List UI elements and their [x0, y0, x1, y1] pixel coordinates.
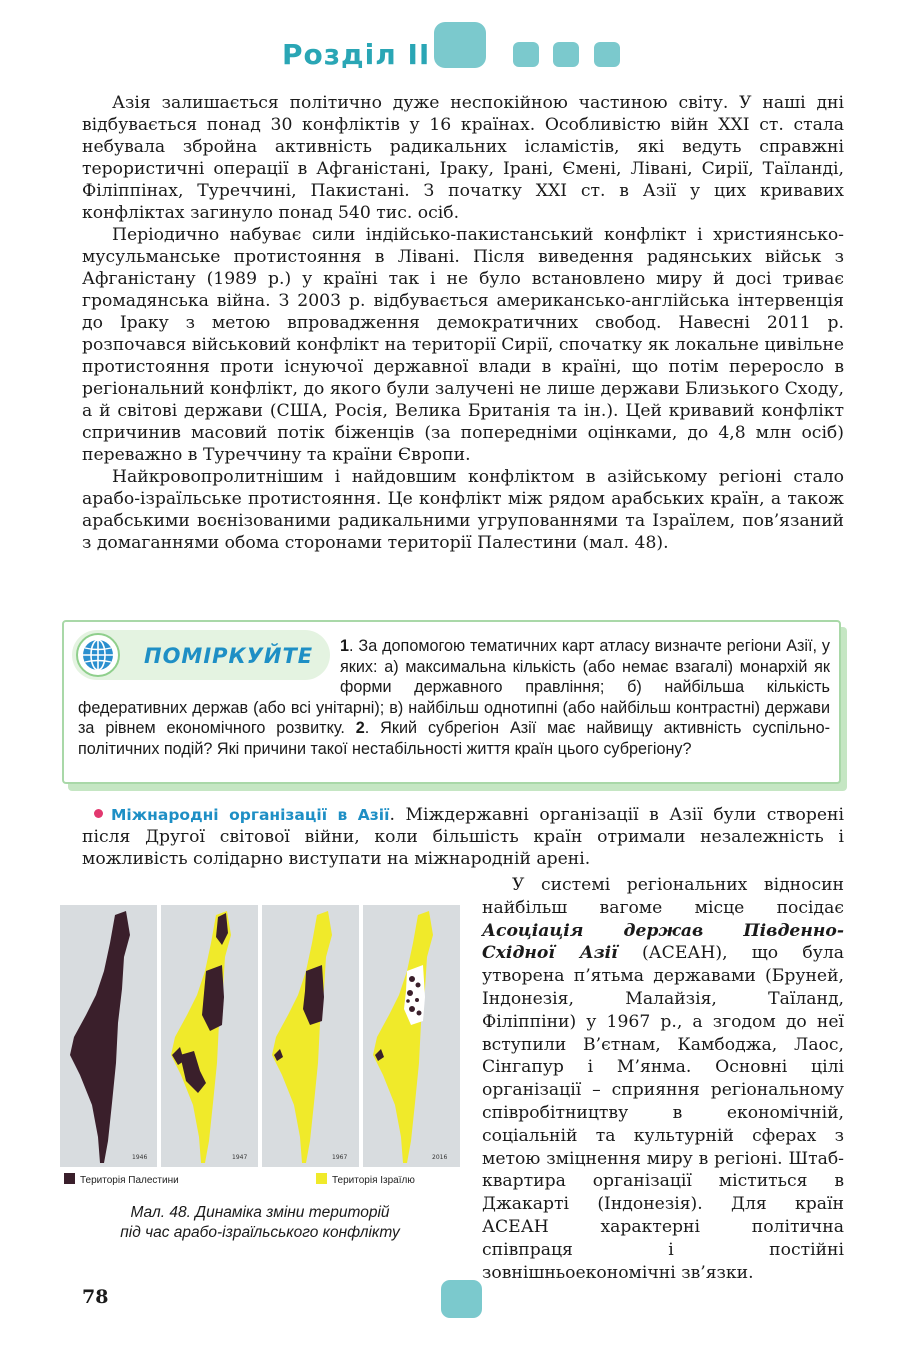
map-year-label: 1947 [232, 1154, 248, 1161]
paragraph: Азія залишається політично дуже неспокійною частиною світу. У наші дні відбувається понад 30 конфліктів у 16 країнах. Особливістю війн XXI ст. стала небувала збройна активність радикальних ісламістів, які ведуть справжні терористичні операції в Афганістані, Іраку, Ірані, Ємені, Лівані, Сирії, Таїланді, Філіппінах, Туреччині, Пакистані. З початку XXI ст. в Азії у цих кривавих конфліктах загинуло понад 540 тис. осіб. [82, 93, 844, 223]
asean-text-part: У системі регіональних відносин найбільш вагоме місце посідає [482, 875, 844, 918]
legend-label-israel: Територія Ізраїлю [332, 1175, 415, 1186]
question-number: 2 [355, 719, 365, 737]
asean-text-part: (АСЕАН), що була утворена п’ятьма державами (Бруней, Індонезія, Малайзія, Таїланд, Філіппіни) у 1967 р., а згодом до неї вступили В’єтнам, Камбоджа, Лаос, Сінгапур і М’янма. Основні цілі організації – сприяння регіональному співробітництву в економічній, соціальній та культурній сферах з метою зміцнення миру в регіоні. Штаб-квартира організації міститься в Джакарті (Індонезія). Для країн АСЕАН характерні політична співпраця і постійні зовнішньоекономічні зв’язки. [482, 943, 844, 1283]
territory-maps-figure [60, 905, 460, 1190]
footer-decor-square [441, 1280, 482, 1318]
caption-line: під час арабо-ізраїльського конфлікту [120, 1224, 400, 1241]
question-text: . За допомогою тематичних карт атласу визначте регіони Азії, у яких: а) максимальна кількість (або немає взагалі) монархій як форми державного правління; б) найбільша кількість федеративних держав (або всі унітарні); в) найбільш однотипні (або найбільш контрастні) держави за рівнем економічного розвитку. [78, 637, 830, 737]
think-label: ПОМІРКУЙТЕ [144, 644, 314, 668]
asean-emphasis: Асоціація держав Південно-Східної Азії [482, 920, 844, 964]
legend-swatch-palestine [64, 1173, 75, 1184]
header-decor-square-3 [594, 42, 620, 67]
caption-line: Мал. 48. Динаміка зміни територій [130, 1204, 390, 1221]
bullet-icon [94, 809, 103, 818]
section-intro [82, 804, 844, 870]
section-text: . Міждержавні організації в Азії були створені після Другої світової війни, коли більшість країн отримали незалежність і можливість солідарно виступати на міжнародній арені. [82, 805, 844, 869]
question-number: 1 [340, 637, 350, 655]
map-panel-1967 [262, 905, 359, 1167]
globe-icon [76, 633, 120, 677]
figure-caption [60, 1203, 460, 1243]
header-decor-square-1 [513, 42, 539, 67]
map-year-label: 1967 [332, 1154, 348, 1161]
paragraph: Найкровопролитнішим і найдовшим конфліктом в азійському регіоні стало арабо-ізраїльське протистояння. Це конфлікт між рядом арабських країн, а також арабськими воєнізованими радикальними угрупованнями та Ізраїлем, пов’язаний з домаганнями обома сторонами території Палестини (мал. 48). [82, 467, 844, 553]
paragraph: Періодично набуває сили індійсько-пакистанський конфлікт і християнсько-мусульманське протистояння в Лівані. Після виведення радянських військ з Афганістану (1989 р.) у країні так і не було встановлено миру й досі триває громадянська війна. З 2003 р. відбувається американсько-англійська інтервенція до Іраку з метою впровадження демократичних свобод. Навесні 2011 р. розпочався військовий конфлікт на території Сирії, спочатку як локальне цивільне протистояння проти існуючої державної влади в країні, що потім переросло в регіональний конфлікт, до якого були залучені не лише держави Близького Сходу, а й світові держави (США, Росія, Велика Британія та ін.). Цей кривавий конфлікт спричинив масовий потік біженців (за попередніми оцінками, до 4,8 млн осіб) переважно в Туреччину та країни Європи. [82, 225, 844, 465]
header-decor-square-2 [553, 42, 579, 67]
page-number: 78 [82, 1286, 109, 1308]
main-text [82, 92, 844, 554]
legend-label-palestine: Територія Палестини [80, 1175, 179, 1186]
map-year-label: 2016 [432, 1154, 448, 1161]
map-panel-1947 [161, 905, 258, 1167]
think-header [72, 630, 330, 680]
chapter-title: Розділ ІІ [282, 38, 431, 71]
think-box [62, 620, 841, 784]
header-decor-large-square [434, 22, 486, 68]
map-panel-1946 [60, 905, 157, 1167]
map-panel-2016 [363, 905, 460, 1167]
question-text: . Який субрегіон Азії має найвищу активність суспільно-політичних подій? Які причини такої нестабільності життя країн цього субрегіону? [78, 719, 830, 758]
legend-swatch-israel [316, 1173, 327, 1184]
map-year-label: 1946 [132, 1154, 148, 1161]
asean-text [482, 874, 844, 1284]
section-heading: Міжнародні організації в Азії [111, 806, 390, 824]
